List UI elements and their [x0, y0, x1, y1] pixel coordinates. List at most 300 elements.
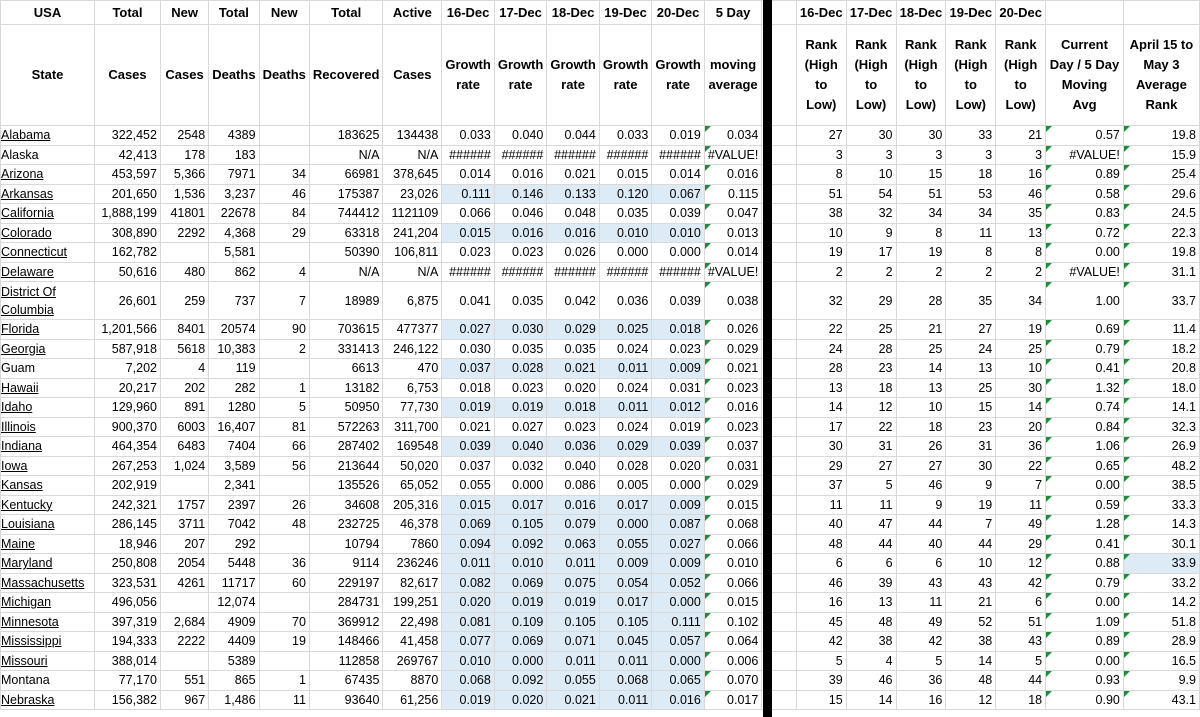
cell-state[interactable]: Florida — [1, 320, 95, 340]
cell-growth-17dec[interactable]: 0.020 — [494, 690, 547, 710]
header-cell-growth-17dec[interactable]: Growth rate — [494, 25, 547, 126]
cell-growth-19dec[interactable]: 0.045 — [599, 632, 652, 652]
cell-rank-19dec[interactable]: 23 — [946, 417, 996, 437]
cell-growth-19dec[interactable]: 0.010 — [599, 223, 652, 243]
cell-rank-19dec[interactable]: 53 — [946, 184, 996, 204]
header-cell-total-deaths[interactable]: Deaths — [209, 25, 259, 126]
cell-rank-18dec[interactable]: 10 — [896, 398, 946, 418]
cell-active-cases[interactable]: 65,052 — [383, 476, 442, 496]
cell-new-deaths[interactable]: 19 — [259, 632, 309, 652]
cell-rank-20dec[interactable]: 3 — [996, 145, 1046, 165]
cell-current-day-ratio[interactable]: 0.57 — [1046, 126, 1124, 146]
cell-active-cases[interactable]: 1121109 — [383, 204, 442, 224]
cell-growth-16dec[interactable]: 0.111 — [442, 184, 495, 204]
cell-total-deaths[interactable]: 7404 — [209, 437, 259, 457]
cell-april-may-avg-rank[interactable]: 25.4 — [1123, 165, 1199, 185]
cell-growth-18dec[interactable]: 0.021 — [547, 165, 600, 185]
header-cell-total-deaths[interactable]: Total — [209, 1, 259, 25]
cell-growth-20dec[interactable]: 0.010 — [652, 223, 705, 243]
cell-growth-18dec[interactable]: 0.026 — [547, 243, 600, 263]
cell-total-recovered[interactable]: 183625 — [309, 126, 382, 146]
cell-growth-16dec[interactable]: 0.023 — [442, 243, 495, 263]
cell-rank-20dec[interactable]: 7 — [996, 476, 1046, 496]
cell-growth-19dec[interactable]: 0.024 — [599, 417, 652, 437]
cell-current-day-ratio[interactable]: 0.00 — [1046, 243, 1124, 263]
cell-rank-20dec[interactable]: 10 — [996, 359, 1046, 379]
cell-moving-average[interactable]: 0.031 — [704, 456, 762, 476]
cell-active-cases[interactable]: 199,251 — [383, 593, 442, 613]
cell-rank-16dec[interactable]: 19 — [796, 243, 846, 263]
cell-growth-18dec[interactable]: 0.011 — [547, 651, 600, 671]
cell-active-cases[interactable]: 378,645 — [383, 165, 442, 185]
header-cell-growth-19dec[interactable]: Growth rate — [599, 25, 652, 126]
cell-rank-17dec[interactable]: 29 — [846, 282, 896, 320]
cell-rank-19dec[interactable]: 11 — [946, 223, 996, 243]
cell-growth-18dec[interactable]: 0.016 — [547, 495, 600, 515]
cell-current-day-ratio[interactable]: 0.58 — [1046, 184, 1124, 204]
cell-total-recovered[interactable]: 13182 — [309, 378, 382, 398]
cell-rank-18dec[interactable]: 2 — [896, 262, 946, 282]
cell-rank-20dec[interactable]: 36 — [996, 437, 1046, 457]
header-cell-active-cases[interactable]: Cases — [383, 25, 442, 126]
cell-growth-17dec[interactable]: 0.032 — [494, 456, 547, 476]
cell-total-deaths[interactable]: 4409 — [209, 632, 259, 652]
cell-moving-average[interactable]: 0.115 — [704, 184, 762, 204]
cell-current-day-ratio[interactable]: 0.83 — [1046, 204, 1124, 224]
cell-rank-20dec[interactable]: 14 — [996, 398, 1046, 418]
cell-new-cases[interactable]: 6003 — [160, 417, 208, 437]
cell-april-may-avg-rank[interactable]: 26.9 — [1123, 437, 1199, 457]
cell-growth-19dec[interactable]: 0.015 — [599, 165, 652, 185]
cell-growth-20dec[interactable]: 0.000 — [652, 476, 705, 496]
cell-growth-20dec[interactable]: 0.020 — [652, 456, 705, 476]
cell-current-day-ratio[interactable]: 0.79 — [1046, 339, 1124, 359]
cell-rank-19dec[interactable]: 21 — [946, 593, 996, 613]
cell-growth-16dec[interactable]: 0.014 — [442, 165, 495, 185]
cell-rank-16dec[interactable]: 6 — [796, 554, 846, 574]
header-cell-moving-average[interactable]: 5 Day — [704, 1, 762, 25]
cell-april-may-avg-rank[interactable]: 20.8 — [1123, 359, 1199, 379]
cell-total-recovered[interactable]: 135526 — [309, 476, 382, 496]
cell-current-day-ratio[interactable]: 0.93 — [1046, 671, 1124, 691]
cell-growth-20dec[interactable]: 0.018 — [652, 320, 705, 340]
cell-rank-17dec[interactable]: 3 — [846, 145, 896, 165]
cell-growth-18dec[interactable]: 0.086 — [547, 476, 600, 496]
cell-active-cases[interactable]: 61,256 — [383, 690, 442, 710]
header-cell-state[interactable]: State — [1, 25, 95, 126]
cell-total-cases[interactable]: 201,650 — [95, 184, 161, 204]
cell-rank-19dec[interactable]: 35 — [946, 282, 996, 320]
cell-april-may-avg-rank[interactable]: 18.2 — [1123, 339, 1199, 359]
cell-active-cases[interactable]: 82,617 — [383, 573, 442, 593]
cell-growth-18dec[interactable]: 0.075 — [547, 573, 600, 593]
cell-total-recovered[interactable]: 175387 — [309, 184, 382, 204]
cell-moving-average[interactable]: 0.034 — [704, 126, 762, 146]
cell-rank-17dec[interactable]: 30 — [846, 126, 896, 146]
cell-current-day-ratio[interactable]: 0.89 — [1046, 632, 1124, 652]
cell-new-deaths[interactable]: 60 — [259, 573, 309, 593]
cell-current-day-ratio[interactable]: 1.28 — [1046, 515, 1124, 535]
cell-total-cases[interactable]: 323,531 — [95, 573, 161, 593]
cell-growth-17dec[interactable]: 0.016 — [494, 165, 547, 185]
cell-moving-average[interactable]: 0.029 — [704, 339, 762, 359]
cell-total-cases[interactable]: 20,217 — [95, 378, 161, 398]
cell-growth-20dec[interactable]: 0.111 — [652, 612, 705, 632]
cell-new-deaths[interactable]: 36 — [259, 554, 309, 574]
header-cell-rank-17dec[interactable]: Rank (High to Low) — [846, 25, 896, 126]
cell-active-cases[interactable]: 205,316 — [383, 495, 442, 515]
cell-state[interactable]: Iowa — [1, 456, 95, 476]
cell-growth-16dec[interactable]: 0.081 — [442, 612, 495, 632]
cell-growth-19dec[interactable]: 0.011 — [599, 398, 652, 418]
cell-total-deaths[interactable]: 7042 — [209, 515, 259, 535]
cell-active-cases[interactable]: 236246 — [383, 554, 442, 574]
cell-rank-19dec[interactable]: 3 — [946, 145, 996, 165]
cell-rank-16dec[interactable]: 2 — [796, 262, 846, 282]
cell-total-cases[interactable]: 129,960 — [95, 398, 161, 418]
cell-growth-19dec[interactable]: 0.017 — [599, 593, 652, 613]
cell-growth-18dec[interactable]: 0.019 — [547, 593, 600, 613]
cell-new-cases[interactable]: 178 — [160, 145, 208, 165]
cell-total-recovered[interactable]: 10794 — [309, 534, 382, 554]
header-cell-total-cases[interactable]: Total — [95, 1, 161, 25]
cell-total-cases[interactable]: 322,452 — [95, 126, 161, 146]
cell-rank-17dec[interactable]: 12 — [846, 398, 896, 418]
cell-april-may-avg-rank[interactable]: 15.9 — [1123, 145, 1199, 165]
cell-rank-20dec[interactable]: 29 — [996, 534, 1046, 554]
cell-growth-17dec[interactable]: 0.019 — [494, 398, 547, 418]
cell-total-deaths[interactable]: 11717 — [209, 573, 259, 593]
cell-growth-18dec[interactable]: 0.048 — [547, 204, 600, 224]
cell-growth-17dec[interactable]: 0.069 — [494, 632, 547, 652]
cell-growth-18dec[interactable]: 0.023 — [547, 417, 600, 437]
cell-april-may-avg-rank[interactable]: 11.4 — [1123, 320, 1199, 340]
cell-growth-16dec[interactable]: 0.066 — [442, 204, 495, 224]
cell-total-cases[interactable]: 194,333 — [95, 632, 161, 652]
header-cell-active-cases[interactable]: Active — [383, 1, 442, 25]
cell-rank-16dec[interactable]: 24 — [796, 339, 846, 359]
cell-new-deaths[interactable]: 46 — [259, 184, 309, 204]
cell-rank-18dec[interactable]: 6 — [896, 554, 946, 574]
cell-total-cases[interactable]: 397,319 — [95, 612, 161, 632]
cell-rank-16dec[interactable]: 14 — [796, 398, 846, 418]
cell-growth-16dec[interactable]: 0.011 — [442, 554, 495, 574]
cell-rank-19dec[interactable]: 33 — [946, 126, 996, 146]
cell-total-deaths[interactable]: 22678 — [209, 204, 259, 224]
cell-growth-18dec[interactable]: 0.105 — [547, 612, 600, 632]
cell-april-may-avg-rank[interactable]: 14.1 — [1123, 398, 1199, 418]
cell-growth-17dec[interactable]: 0.010 — [494, 554, 547, 574]
cell-current-day-ratio[interactable]: 0.79 — [1046, 573, 1124, 593]
cell-rank-18dec[interactable]: 30 — [896, 126, 946, 146]
cell-rank-18dec[interactable]: 8 — [896, 223, 946, 243]
header-cell-moving-average[interactable]: moving average — [704, 25, 762, 126]
cell-new-cases[interactable]: 202 — [160, 378, 208, 398]
cell-total-deaths[interactable]: 862 — [209, 262, 259, 282]
cell-growth-20dec[interactable]: 0.052 — [652, 573, 705, 593]
cell-rank-20dec[interactable]: 35 — [996, 204, 1046, 224]
cell-total-cases[interactable]: 26,601 — [95, 282, 161, 320]
header-cell-growth-20dec[interactable]: 20-Dec — [652, 1, 705, 25]
cell-growth-20dec[interactable]: 0.065 — [652, 671, 705, 691]
header-cell-growth-18dec[interactable]: 18-Dec — [547, 1, 600, 25]
cell-growth-20dec[interactable]: 0.039 — [652, 437, 705, 457]
cell-current-day-ratio[interactable]: 0.69 — [1046, 320, 1124, 340]
cell-growth-17dec[interactable]: 0.146 — [494, 184, 547, 204]
header-cell-rank-19dec[interactable]: 19-Dec — [946, 1, 996, 25]
cell-rank-20dec[interactable]: 8 — [996, 243, 1046, 263]
cell-rank-18dec[interactable]: 40 — [896, 534, 946, 554]
cell-growth-17dec[interactable]: 0.016 — [494, 223, 547, 243]
cell-new-deaths[interactable]: 66 — [259, 437, 309, 457]
cell-total-cases[interactable]: 7,202 — [95, 359, 161, 379]
cell-rank-17dec[interactable]: 22 — [846, 417, 896, 437]
header-cell-april-may-avg-rank[interactable]: April 15 to May 3 Average Rank — [1123, 25, 1199, 126]
cell-april-may-avg-rank[interactable]: 14.2 — [1123, 593, 1199, 613]
cell-new-deaths[interactable]: 70 — [259, 612, 309, 632]
cell-total-deaths[interactable]: 10,383 — [209, 339, 259, 359]
cell-total-recovered[interactable]: N/A — [309, 145, 382, 165]
cell-rank-17dec[interactable]: 38 — [846, 632, 896, 652]
cell-new-cases[interactable] — [160, 243, 208, 263]
cell-growth-20dec[interactable]: 0.009 — [652, 554, 705, 574]
cell-april-may-avg-rank[interactable]: 48.2 — [1123, 456, 1199, 476]
cell-growth-17dec[interactable]: 0.109 — [494, 612, 547, 632]
cell-growth-20dec[interactable]: 0.031 — [652, 378, 705, 398]
cell-april-may-avg-rank[interactable]: 51.8 — [1123, 612, 1199, 632]
header-cell-total-recovered[interactable]: Total — [309, 1, 382, 25]
cell-rank-18dec[interactable]: 51 — [896, 184, 946, 204]
cell-rank-19dec[interactable]: 14 — [946, 651, 996, 671]
cell-total-recovered[interactable]: 9114 — [309, 554, 382, 574]
cell-growth-16dec[interactable]: 0.069 — [442, 515, 495, 535]
cell-rank-17dec[interactable]: 9 — [846, 223, 896, 243]
cell-growth-18dec[interactable]: 0.016 — [547, 223, 600, 243]
cell-growth-19dec[interactable]: 0.024 — [599, 378, 652, 398]
cell-state[interactable]: California — [1, 204, 95, 224]
cell-active-cases[interactable]: N/A — [383, 145, 442, 165]
cell-moving-average[interactable]: 0.010 — [704, 554, 762, 574]
cell-rank-18dec[interactable]: 16 — [896, 690, 946, 710]
cell-total-cases[interactable]: 18,946 — [95, 534, 161, 554]
cell-total-cases[interactable]: 242,321 — [95, 495, 161, 515]
cell-april-may-avg-rank[interactable]: 24.5 — [1123, 204, 1199, 224]
cell-growth-17dec[interactable]: ###### — [494, 262, 547, 282]
cell-rank-16dec[interactable]: 13 — [796, 378, 846, 398]
cell-rank-20dec[interactable]: 5 — [996, 651, 1046, 671]
cell-rank-20dec[interactable]: 22 — [996, 456, 1046, 476]
cell-growth-18dec[interactable]: 0.020 — [547, 378, 600, 398]
cell-rank-19dec[interactable]: 2 — [946, 262, 996, 282]
cell-rank-16dec[interactable]: 42 — [796, 632, 846, 652]
cell-current-day-ratio[interactable]: 0.65 — [1046, 456, 1124, 476]
cell-growth-16dec[interactable]: 0.021 — [442, 417, 495, 437]
cell-state[interactable]: Missouri — [1, 651, 95, 671]
cell-new-cases[interactable]: 2,684 — [160, 612, 208, 632]
cell-state[interactable]: Nebraska — [1, 690, 95, 710]
cell-total-recovered[interactable]: 63318 — [309, 223, 382, 243]
cell-growth-19dec[interactable]: 0.120 — [599, 184, 652, 204]
cell-current-day-ratio[interactable]: 0.74 — [1046, 398, 1124, 418]
cell-total-cases[interactable]: 453,597 — [95, 165, 161, 185]
cell-moving-average[interactable]: 0.023 — [704, 417, 762, 437]
cell-total-recovered[interactable]: 284731 — [309, 593, 382, 613]
cell-current-day-ratio[interactable]: #VALUE! — [1046, 145, 1124, 165]
cell-new-cases[interactable]: 967 — [160, 690, 208, 710]
cell-rank-20dec[interactable]: 46 — [996, 184, 1046, 204]
cell-april-may-avg-rank[interactable]: 33.3 — [1123, 495, 1199, 515]
cell-growth-19dec[interactable]: 0.054 — [599, 573, 652, 593]
cell-total-recovered[interactable]: 93640 — [309, 690, 382, 710]
cell-rank-19dec[interactable]: 31 — [946, 437, 996, 457]
cell-growth-18dec[interactable]: 0.040 — [547, 456, 600, 476]
cell-rank-18dec[interactable]: 49 — [896, 612, 946, 632]
cell-new-deaths[interactable] — [259, 651, 309, 671]
cell-new-deaths[interactable]: 81 — [259, 417, 309, 437]
cell-growth-17dec[interactable]: 0.046 — [494, 204, 547, 224]
cell-total-recovered[interactable]: 287402 — [309, 437, 382, 457]
cell-growth-19dec[interactable]: 0.025 — [599, 320, 652, 340]
cell-growth-19dec[interactable]: 0.055 — [599, 534, 652, 554]
cell-rank-20dec[interactable]: 18 — [996, 690, 1046, 710]
cell-rank-18dec[interactable]: 46 — [896, 476, 946, 496]
cell-total-deaths[interactable]: 7971 — [209, 165, 259, 185]
cell-april-may-avg-rank[interactable]: 9.9 — [1123, 671, 1199, 691]
cell-rank-19dec[interactable]: 18 — [946, 165, 996, 185]
cell-growth-19dec[interactable]: 0.005 — [599, 476, 652, 496]
cell-moving-average[interactable]: 0.016 — [704, 398, 762, 418]
cell-new-cases[interactable]: 2222 — [160, 632, 208, 652]
cell-growth-16dec[interactable]: 0.037 — [442, 456, 495, 476]
cell-growth-16dec[interactable]: 0.082 — [442, 573, 495, 593]
cell-total-recovered[interactable]: 744412 — [309, 204, 382, 224]
cell-active-cases[interactable]: 7860 — [383, 534, 442, 554]
cell-growth-19dec[interactable]: 0.024 — [599, 339, 652, 359]
cell-current-day-ratio[interactable]: 1.32 — [1046, 378, 1124, 398]
cell-rank-17dec[interactable]: 48 — [846, 612, 896, 632]
cell-state[interactable]: District Of Columbia — [1, 282, 95, 320]
cell-new-deaths[interactable]: 56 — [259, 456, 309, 476]
cell-growth-18dec[interactable]: 0.079 — [547, 515, 600, 535]
cell-growth-18dec[interactable]: 0.011 — [547, 554, 600, 574]
cell-rank-20dec[interactable]: 43 — [996, 632, 1046, 652]
cell-active-cases[interactable]: 169548 — [383, 437, 442, 457]
cell-total-recovered[interactable]: 67435 — [309, 671, 382, 691]
cell-growth-20dec[interactable]: ###### — [652, 262, 705, 282]
cell-growth-16dec[interactable]: 0.019 — [442, 690, 495, 710]
cell-state[interactable]: Georgia — [1, 339, 95, 359]
cell-total-cases[interactable]: 388,014 — [95, 651, 161, 671]
cell-state[interactable]: Maine — [1, 534, 95, 554]
cell-rank-18dec[interactable]: 26 — [896, 437, 946, 457]
cell-moving-average[interactable]: 0.026 — [704, 320, 762, 340]
cell-active-cases[interactable]: 6,753 — [383, 378, 442, 398]
cell-rank-20dec[interactable]: 42 — [996, 573, 1046, 593]
cell-new-deaths[interactable] — [259, 534, 309, 554]
cell-new-cases[interactable]: 480 — [160, 262, 208, 282]
cell-active-cases[interactable]: 311,700 — [383, 417, 442, 437]
cell-current-day-ratio[interactable]: 0.72 — [1046, 223, 1124, 243]
cell-growth-20dec[interactable]: 0.019 — [652, 126, 705, 146]
cell-total-deaths[interactable]: 3,589 — [209, 456, 259, 476]
cell-moving-average[interactable]: 0.064 — [704, 632, 762, 652]
cell-state[interactable]: Hawaii — [1, 378, 95, 398]
cell-total-recovered[interactable]: 232725 — [309, 515, 382, 535]
header-cell-growth-17dec[interactable]: 17-Dec — [494, 1, 547, 25]
cell-state[interactable]: Kansas — [1, 476, 95, 496]
cell-rank-16dec[interactable]: 10 — [796, 223, 846, 243]
cell-total-recovered[interactable]: 50950 — [309, 398, 382, 418]
cell-rank-20dec[interactable]: 11 — [996, 495, 1046, 515]
cell-moving-average[interactable]: 0.006 — [704, 651, 762, 671]
cell-rank-17dec[interactable]: 13 — [846, 593, 896, 613]
cell-total-deaths[interactable]: 282 — [209, 378, 259, 398]
cell-growth-18dec[interactable]: ###### — [547, 145, 600, 165]
cell-active-cases[interactable]: 22,498 — [383, 612, 442, 632]
cell-growth-20dec[interactable]: 0.023 — [652, 339, 705, 359]
cell-total-deaths[interactable]: 183 — [209, 145, 259, 165]
header-cell-rank-18dec[interactable]: 18-Dec — [896, 1, 946, 25]
cell-new-cases[interactable]: 891 — [160, 398, 208, 418]
cell-active-cases[interactable]: 23,026 — [383, 184, 442, 204]
cell-total-cases[interactable]: 202,919 — [95, 476, 161, 496]
cell-state[interactable]: Guam — [1, 359, 95, 379]
cell-rank-20dec[interactable]: 20 — [996, 417, 1046, 437]
cell-new-cases[interactable]: 3711 — [160, 515, 208, 535]
cell-active-cases[interactable]: 6,875 — [383, 282, 442, 320]
cell-rank-17dec[interactable]: 6 — [846, 554, 896, 574]
cell-rank-19dec[interactable]: 13 — [946, 359, 996, 379]
cell-rank-19dec[interactable]: 27 — [946, 320, 996, 340]
header-cell-new-cases[interactable]: New — [160, 1, 208, 25]
cell-total-cases[interactable]: 42,413 — [95, 145, 161, 165]
cell-rank-20dec[interactable]: 6 — [996, 593, 1046, 613]
cell-april-may-avg-rank[interactable]: 19.8 — [1123, 126, 1199, 146]
cell-new-deaths[interactable]: 11 — [259, 690, 309, 710]
cell-rank-19dec[interactable]: 52 — [946, 612, 996, 632]
cell-growth-16dec[interactable]: 0.018 — [442, 378, 495, 398]
header-cell-growth-20dec[interactable]: Growth rate — [652, 25, 705, 126]
header-cell-rank-20dec[interactable]: Rank (High to Low) — [996, 25, 1046, 126]
cell-growth-20dec[interactable]: 0.027 — [652, 534, 705, 554]
cell-growth-16dec[interactable]: ###### — [442, 262, 495, 282]
cell-moving-average[interactable]: 0.013 — [704, 223, 762, 243]
cell-rank-16dec[interactable]: 48 — [796, 534, 846, 554]
cell-april-may-avg-rank[interactable]: 14.3 — [1123, 515, 1199, 535]
cell-rank-16dec[interactable]: 30 — [796, 437, 846, 457]
cell-rank-17dec[interactable]: 10 — [846, 165, 896, 185]
cell-active-cases[interactable]: 470 — [383, 359, 442, 379]
cell-state[interactable]: Illinois — [1, 417, 95, 437]
cell-growth-19dec[interactable]: 0.036 — [599, 282, 652, 320]
cell-rank-18dec[interactable]: 5 — [896, 651, 946, 671]
header-cell-new-deaths[interactable]: New — [259, 1, 309, 25]
cell-new-deaths[interactable]: 26 — [259, 495, 309, 515]
cell-growth-16dec[interactable]: 0.068 — [442, 671, 495, 691]
cell-growth-19dec[interactable]: 0.068 — [599, 671, 652, 691]
cell-rank-18dec[interactable]: 13 — [896, 378, 946, 398]
cell-total-deaths[interactable]: 1280 — [209, 398, 259, 418]
cell-moving-average[interactable]: #VALUE! — [704, 262, 762, 282]
cell-new-cases[interactable] — [160, 593, 208, 613]
cell-april-may-avg-rank[interactable]: 19.8 — [1123, 243, 1199, 263]
cell-rank-18dec[interactable]: 14 — [896, 359, 946, 379]
cell-growth-20dec[interactable]: 0.016 — [652, 690, 705, 710]
cell-growth-18dec[interactable]: 0.021 — [547, 359, 600, 379]
cell-new-cases[interactable]: 259 — [160, 282, 208, 320]
cell-growth-19dec[interactable]: 0.009 — [599, 554, 652, 574]
cell-rank-20dec[interactable]: 13 — [996, 223, 1046, 243]
